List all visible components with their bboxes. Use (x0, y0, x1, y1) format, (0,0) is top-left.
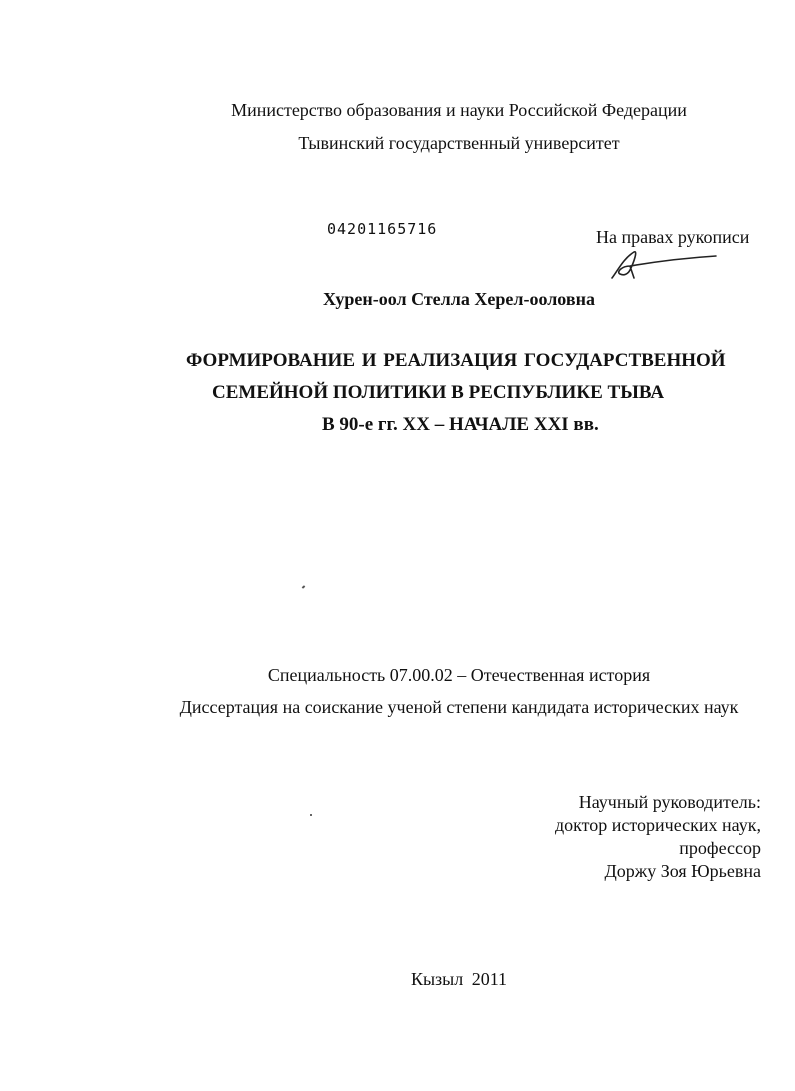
supervisor-block (555, 791, 761, 883)
specialty-line: Специальность 07.00.02 – Отечественная история (267, 665, 651, 685)
author-name: Хурен-оол Стелла Херел-ооловна (323, 289, 595, 309)
scan-speck (310, 814, 312, 816)
supervisor-role: Научный руководитель: (578, 792, 761, 812)
supervisor-degree: доктор исторических наук, (555, 815, 761, 835)
supervisor-name: Доржу Зоя Юрьевна (604, 861, 761, 881)
university-name: Тывинский государственный университет (298, 133, 620, 153)
title-line-2: СЕМЕЙНОЙ ПОЛИТИКИ В РЕСПУБЛИКЕ ТЫВА (212, 382, 665, 403)
scan-speck (302, 585, 306, 588)
signature-mark (604, 244, 724, 284)
supervisor-rank: профессор (679, 838, 761, 858)
dissertation-type: Диссертация на соискание ученой степени кандидата исторических наук (179, 697, 739, 717)
title-line-3: В 90-е гг. ХХ – НАЧАЛЕ XXI вв. (322, 414, 599, 435)
title-line-1: ФОРМИРОВАНИЕ И РЕАЛИЗАЦИЯ ГОСУДАРСТВЕННОЙ (186, 350, 726, 371)
city-year: Кызыл 2011 (410, 969, 508, 989)
archive-code: 04201165716 (327, 220, 438, 238)
manuscript-note: На правах рукописи (596, 227, 750, 247)
ministry-name: Министерство образования и науки Российской Федерации (231, 100, 687, 120)
